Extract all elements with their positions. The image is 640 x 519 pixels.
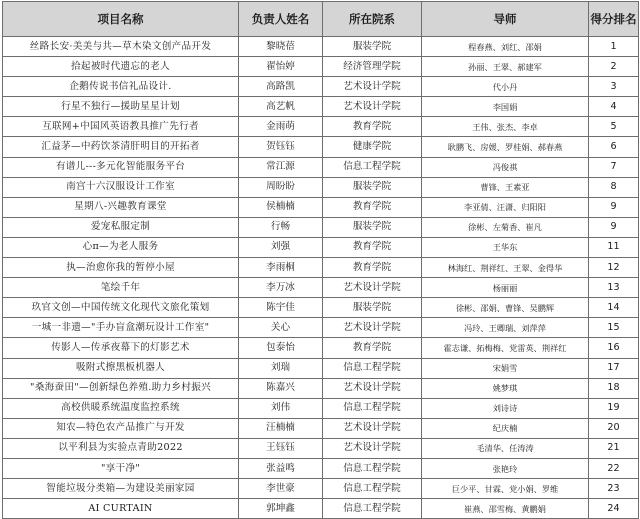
project-name-cell: AI CURTAIN	[3, 499, 239, 519]
leader-name-cell: 汪楠楠	[239, 418, 323, 438]
leader-name-cell: 陈嘉兴	[239, 378, 323, 398]
department-cell: 信息工程学院	[323, 458, 422, 478]
project-name-cell: 行星不独行—援助星星计划	[3, 97, 239, 117]
header-row	[3, 2, 639, 37]
table-row	[3, 318, 639, 338]
table-row	[3, 97, 639, 117]
rank-cell: 9	[589, 197, 639, 217]
department-cell: 教育学院	[323, 117, 422, 137]
leader-name-cell: 李万冰	[239, 278, 323, 298]
leader-name-cell: 行畅	[239, 217, 323, 237]
leader-name-cell: 刘瑞	[239, 358, 323, 378]
project-name-cell: 执—治愈你我的暂停小屋	[3, 258, 239, 278]
rank-cell: 17	[589, 358, 639, 378]
department-cell: 服装学院	[323, 37, 422, 57]
tutor-cell: 张艳玲	[422, 458, 589, 478]
tutor-cell: 杨丽丽	[422, 278, 589, 298]
rank-cell: 13	[589, 278, 639, 298]
tutor-cell: 刘诗诗	[422, 398, 589, 418]
table-row	[3, 398, 639, 418]
leader-name-cell: 侯楠楠	[239, 197, 323, 217]
tutor-cell: 李国娟	[422, 97, 589, 117]
tutor-cell: 徐彬、左菊香、崔凡	[422, 217, 589, 237]
project-name-cell: 高校供暖系统温度监控系统	[3, 398, 239, 418]
rank-cell: 15	[589, 318, 639, 338]
table-row	[3, 278, 639, 298]
project-name-cell: 一城一非遗—"手办盲盒潮玩设计工作室"	[3, 318, 239, 338]
table-row	[3, 418, 639, 438]
leader-name-cell: 常江源	[239, 157, 323, 177]
tutor-cell: 耿鹏飞、房媛、罗桂娟、郝春燕	[422, 137, 589, 157]
project-name-cell: 传影人—传承夜幕下的灯影艺术	[3, 338, 239, 358]
leader-name-cell: 郭坤鑫	[239, 499, 323, 519]
tutor-cell: 程春燕、刘红、邵娟	[422, 37, 589, 57]
project-name-cell: 丝路长安·美美与共—草木染文创产品开发	[3, 37, 239, 57]
project-name-cell: 星期八-兴趣教育课堂	[3, 197, 239, 217]
rank-cell: 2	[589, 57, 639, 77]
table-row	[3, 378, 639, 398]
department-cell: 健康学院	[323, 137, 422, 157]
table-row	[3, 438, 639, 458]
tutor-cell: 巨少平、甘霖、党小娟、罗维	[422, 479, 589, 499]
table-row	[3, 258, 639, 278]
rank-cell: 22	[589, 458, 639, 478]
leader-name-cell: 王钰钰	[239, 438, 323, 458]
rank-cell: 3	[589, 77, 639, 97]
leader-name-cell: 黎晓蓓	[239, 37, 323, 57]
rank-cell: 12	[589, 258, 639, 278]
tutor-cell: 崔燕、邵雪梅、黄鹏娟	[422, 499, 589, 519]
leader-name-cell: 高路凯	[239, 77, 323, 97]
table-row	[3, 37, 639, 57]
department-cell: 信息工程学院	[323, 479, 422, 499]
leader-name-cell: 包泰怡	[239, 338, 323, 358]
project-name-cell: 智能垃圾分类箱—为建设美丽家园	[3, 479, 239, 499]
project-name-cell: 爱宠私服定制	[3, 217, 239, 237]
department-cell: 教育学院	[323, 258, 422, 278]
table-header	[3, 2, 639, 37]
tutor-cell: 毛清华、任涛涛	[422, 438, 589, 458]
tutor-cell: 冯玲、王卿瑞、刘萍萍	[422, 318, 589, 338]
table-row	[3, 77, 639, 97]
ranking-table	[2, 1, 639, 519]
table-row	[3, 358, 639, 378]
department-cell: 服装学院	[323, 298, 422, 318]
header-tutor: 导师	[422, 2, 589, 37]
rank-cell: 21	[589, 438, 639, 458]
department-cell: 服装学院	[323, 177, 422, 197]
tutor-cell: 王华东	[422, 237, 589, 257]
rank-cell: 8	[589, 177, 639, 197]
department-cell: 艺术设计学院	[323, 418, 422, 438]
department-cell: 信息工程学院	[323, 157, 422, 177]
rank-cell: 18	[589, 378, 639, 398]
rank-cell: 16	[589, 338, 639, 358]
header-department: 所在院系	[323, 2, 422, 37]
department-cell: 艺术设计学院	[323, 438, 422, 458]
project-name-cell: 以平利县为实验点青助2022	[3, 438, 239, 458]
department-cell: 教育学院	[323, 197, 422, 217]
project-name-cell: 有谱儿---多元化智能服务平台	[3, 157, 239, 177]
table-row	[3, 157, 639, 177]
rank-cell: 6	[589, 137, 639, 157]
department-cell: 服装学院	[323, 217, 422, 237]
leader-name-cell: 刘强	[239, 237, 323, 257]
department-cell: 信息工程学院	[323, 398, 422, 418]
leader-name-cell: 李世豪	[239, 479, 323, 499]
project-name-cell: "享干净"	[3, 458, 239, 478]
leader-name-cell: 关心	[239, 318, 323, 338]
table-row	[3, 57, 639, 77]
project-name-cell: 玖官文创—中国传统文化现代文旅化策划	[3, 298, 239, 318]
project-name-cell: 企鹅传说书信礼品设计.	[3, 77, 239, 97]
header-leader-name: 负责人姓名	[239, 2, 323, 37]
tutor-cell: 宋娟雪	[422, 358, 589, 378]
department-cell: 艺术设计学院	[323, 318, 422, 338]
table-row	[3, 237, 639, 257]
rank-cell: 19	[589, 398, 639, 418]
header-rank: 得分排名	[589, 2, 639, 37]
leader-name-cell: 周盼盼	[239, 177, 323, 197]
rank-cell: 1	[589, 37, 639, 57]
table-row	[3, 117, 639, 137]
leader-name-cell: 金雨萌	[239, 117, 323, 137]
department-cell: 教育学院	[323, 338, 422, 358]
rank-cell: 14	[589, 298, 639, 318]
rank-cell: 4	[589, 97, 639, 117]
department-cell: 信息工程学院	[323, 358, 422, 378]
department-cell: 艺术设计学院	[323, 77, 422, 97]
leader-name-cell: 李雨桐	[239, 258, 323, 278]
department-cell: 经济管理学院	[323, 57, 422, 77]
rank-cell: 5	[589, 117, 639, 137]
leader-name-cell: 张益鸣	[239, 458, 323, 478]
project-name-cell: 汇益茅—中药饮茶清肝明目的开拓者	[3, 137, 239, 157]
project-name-cell: 笔绘千年	[3, 278, 239, 298]
tutor-cell: 霍志谦、拓梅梅、党雷英、荆祥红	[422, 338, 589, 358]
rank-cell: 7	[589, 157, 639, 177]
table-row	[3, 137, 639, 157]
leader-name-cell: 高艺帆	[239, 97, 323, 117]
department-cell: 艺术设计学院	[323, 378, 422, 398]
tutor-cell: 徐彬、邵娟、曹锋、吴鹏辉	[422, 298, 589, 318]
table-row	[3, 197, 639, 217]
table-row	[3, 298, 639, 318]
tutor-cell: 孙丽、王翠、郝建军	[422, 57, 589, 77]
tutor-cell: 冯俊祺	[422, 157, 589, 177]
department-cell: 艺术设计学院	[323, 278, 422, 298]
leader-name-cell: 刘伟	[239, 398, 323, 418]
tutor-cell: 李亚倩、汪潇、归阳阳	[422, 197, 589, 217]
table-row	[3, 217, 639, 237]
rank-cell: 20	[589, 418, 639, 438]
tutor-cell: 代小丹	[422, 77, 589, 97]
project-name-cell: 知农—特色农产品推广与开发	[3, 418, 239, 438]
project-name-cell: 心π—为老人服务	[3, 237, 239, 257]
header-project-name: 项目名称	[3, 2, 239, 37]
project-name-cell: "桑海蚕田"—创新绿色养殖.助力乡村振兴	[3, 378, 239, 398]
table-row	[3, 338, 639, 358]
leader-name-cell: 翟怡婷	[239, 57, 323, 77]
project-name-cell: 互联网+中国风英语教具推广先行者	[3, 117, 239, 137]
leader-name-cell: 贺钰钰	[239, 137, 323, 157]
rank-cell: 23	[589, 479, 639, 499]
project-name-cell: 南宫十六汉服设计工作室	[3, 177, 239, 197]
table-row	[3, 177, 639, 197]
table-row	[3, 458, 639, 478]
leader-name-cell: 陈宇佳	[239, 298, 323, 318]
department-cell: 艺术设计学院	[323, 97, 422, 117]
project-name-cell: 吸附式擦黑板机器人	[3, 358, 239, 378]
department-cell: 教育学院	[323, 237, 422, 257]
tutor-cell: 林海红、荆祥红、王翠、金得华	[422, 258, 589, 278]
table-body	[3, 37, 639, 519]
rank-cell: 11	[589, 237, 639, 257]
department-cell: 信息工程学院	[323, 499, 422, 519]
rank-cell: 9	[589, 217, 639, 237]
table-row	[3, 499, 639, 519]
tutor-cell: 姚梦琪	[422, 378, 589, 398]
tutor-cell: 曹锋、王素亚	[422, 177, 589, 197]
rank-cell: 24	[589, 499, 639, 519]
project-name-cell: 拾起被时代遗忘的老人	[3, 57, 239, 77]
tutor-cell: 纪庆楠	[422, 418, 589, 438]
tutor-cell: 王伟、张杰、李卓	[422, 117, 589, 137]
